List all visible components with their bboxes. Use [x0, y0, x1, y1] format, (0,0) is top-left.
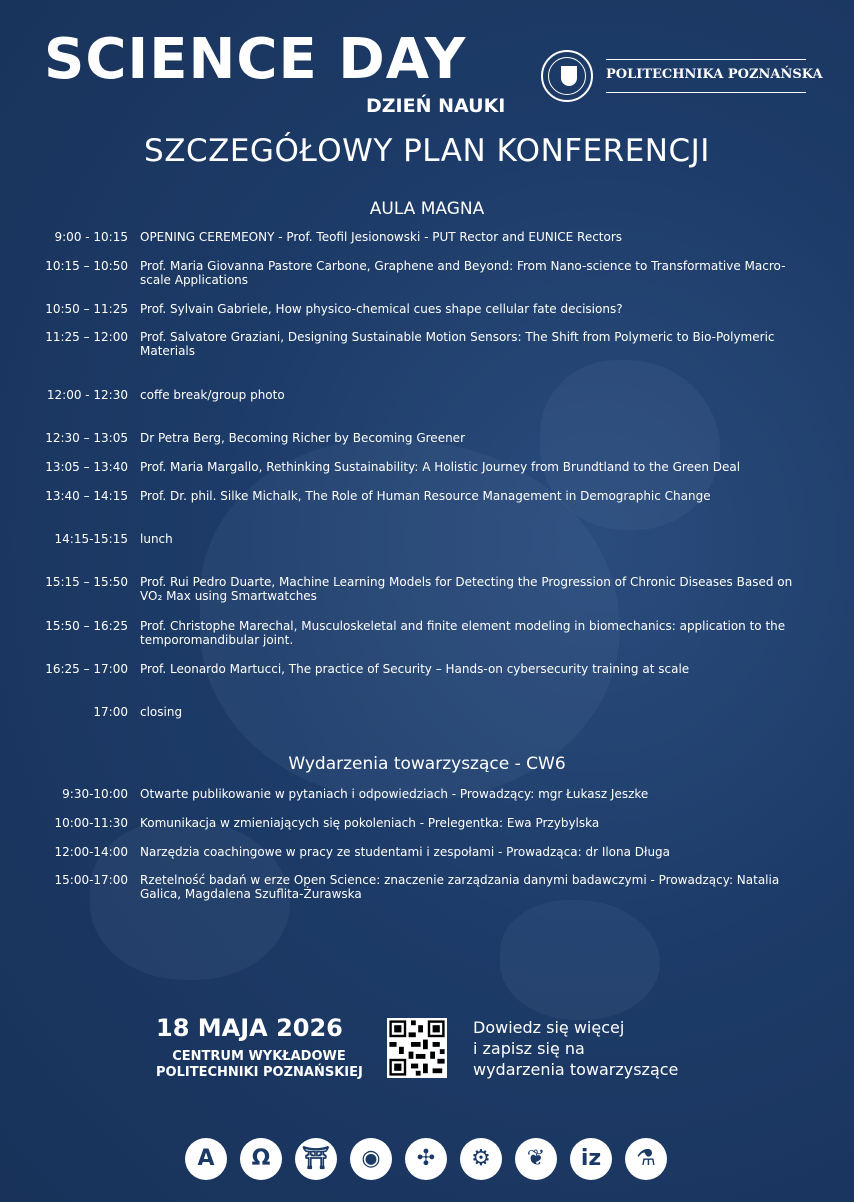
university-seal-logo	[541, 50, 593, 102]
aula-item-time: 10:15 – 10:50	[45, 259, 128, 273]
aula-item-time: 11:25 – 12:00	[45, 330, 128, 344]
aula-item-time: 16:25 – 17:00	[45, 662, 128, 676]
aula-item-time: 14:15-15:15	[54, 532, 128, 546]
venue-line-2: POLITECHNIKI POZNAŃSKIEJ	[156, 1065, 363, 1080]
event-subtitle: DZIEŃ NAUKI	[366, 95, 506, 117]
aula-item-time: 12:00 - 12:30	[46, 388, 128, 402]
side-event-description: Rzetelność badań w erze Open Science: znaczenie zarządzania danymi badawczymi - Prowadzący: Natalia Galica, Magdalena Szuflita-Żurawska	[140, 873, 780, 901]
aula-item-description: Prof. Rui Pedro Duarte, Machine Learning Models for Detecting the Progression of Chronic Diseases Based on VO₂ Max using Smartwatches	[140, 575, 793, 603]
section-title-aula: AULA MAGNA	[369, 199, 485, 219]
cta-line-2: i zapisz się na	[473, 1039, 585, 1058]
section-title-side-events: Wydarzenia towarzyszące - CW6	[288, 754, 566, 774]
registration-qr-code[interactable]	[387, 1018, 447, 1078]
aula-item-time: 17:00	[93, 705, 128, 719]
aula-item-time: 13:05 – 13:40	[45, 460, 128, 474]
background-map-greece	[500, 900, 660, 1020]
venue-line-1: CENTRUM WYKŁADOWE	[172, 1049, 346, 1064]
side-event-description: Narzędzia coachingowe w pracy ze studentami i zespołami - Prowadząca: dr Ilona Długa	[140, 845, 671, 859]
event-title: SCIENCE DAY	[44, 27, 467, 92]
aula-item-description: OPENING CEREMEONY - Prof. Teofil Jesionowski - PUT Rector and EUNICE Rectors	[140, 230, 623, 244]
side-event-time: 15:00-17:00	[54, 873, 128, 887]
aula-item-description: Prof. Salvatore Graziani, Designing Sustainable Motion Sensors: The Shift from Polymeric to Bio-Polymeric Materials	[140, 330, 775, 358]
aula-item-description: closing	[140, 705, 183, 719]
qr-code-icon	[387, 1018, 447, 1078]
gears-icon: ⚙	[460, 1138, 502, 1180]
aula-item-time: 15:50 – 16:25	[45, 619, 128, 633]
civil-engineering-icon: Ω	[240, 1138, 282, 1180]
side-event-time: 10:00-11:30	[54, 816, 128, 830]
antenna-icon: ◉	[350, 1138, 392, 1180]
divider-bottom	[606, 92, 806, 93]
aula-item-description: Prof. Christophe Marechal, Musculoskeletal and finite element modeling in biomechanics: application to the temporomandibular joint.	[140, 619, 786, 647]
aula-item-time: 12:30 – 13:05	[45, 431, 128, 445]
aula-item-time: 10:50 – 11:25	[45, 302, 128, 316]
aula-item-description: Dr Petra Berg, Becoming Richer by Becoming Greener	[140, 431, 465, 445]
aula-item-description: Prof. Maria Margallo, Rethinking Sustainability: A Holistic Journey from Brundtland to the Green Deal	[140, 460, 741, 474]
aula-item-description: coffe break/group photo	[140, 388, 285, 402]
plan-title: SZCZEGÓŁOWY PLAN KONFERENCJI	[144, 133, 710, 169]
bridge-icon: ⛩	[295, 1138, 337, 1180]
aula-item-description: Prof. Maria Giovanna Pastore Carbone, Graphene and Beyond: From Nano-science to Transformative Macro-scale Applications	[140, 259, 786, 287]
event-date: 18 MAJA 2026	[156, 1014, 343, 1042]
chemistry-flask-icon: ⚗	[625, 1138, 667, 1180]
divider-top	[606, 59, 806, 60]
institution-name: POLITECHNIKA POZNAŃSKA	[606, 67, 823, 82]
cta-line-1: Dowiedz się więcej	[473, 1018, 625, 1037]
aula-item-description: Prof. Sylvain Gabriele, How physico-chemical cues shape cellular fate decisions?	[140, 302, 623, 316]
management-icon: iz	[570, 1138, 612, 1180]
side-event-description: Komunikacja w zmieniających się pokoleniach - Prelegentka: Ewa Przybylska	[140, 816, 600, 830]
background-map-scandinavia	[540, 360, 720, 530]
architecture-icon: A	[185, 1138, 227, 1180]
aula-item-time: 9:00 - 10:15	[54, 230, 128, 244]
leaf-icon: ❦	[515, 1138, 557, 1180]
side-event-time: 9:30-10:00	[62, 787, 128, 801]
cta-line-3: wydarzenia towarzyszące	[473, 1060, 679, 1079]
side-event-description: Otwarte publikowanie w pytaniach i odpowiedziach - Prowadzący: mgr Łukasz Jeszke	[140, 787, 649, 801]
aula-item-description: Prof. Leonardo Martucci, The practice of Security – Hands-on cybersecurity training at scale	[140, 662, 690, 676]
aula-item-description: Prof. Dr. phil. Silke Michalk, The Role of Human Resource Management in Demographic Change	[140, 489, 711, 503]
aula-item-time: 13:40 – 14:15	[45, 489, 128, 503]
aula-item-time: 15:15 – 15:50	[45, 575, 128, 589]
side-event-time: 12:00-14:00	[54, 845, 128, 859]
aula-item-description: lunch	[140, 532, 173, 546]
network-icon: ✣	[405, 1138, 447, 1180]
